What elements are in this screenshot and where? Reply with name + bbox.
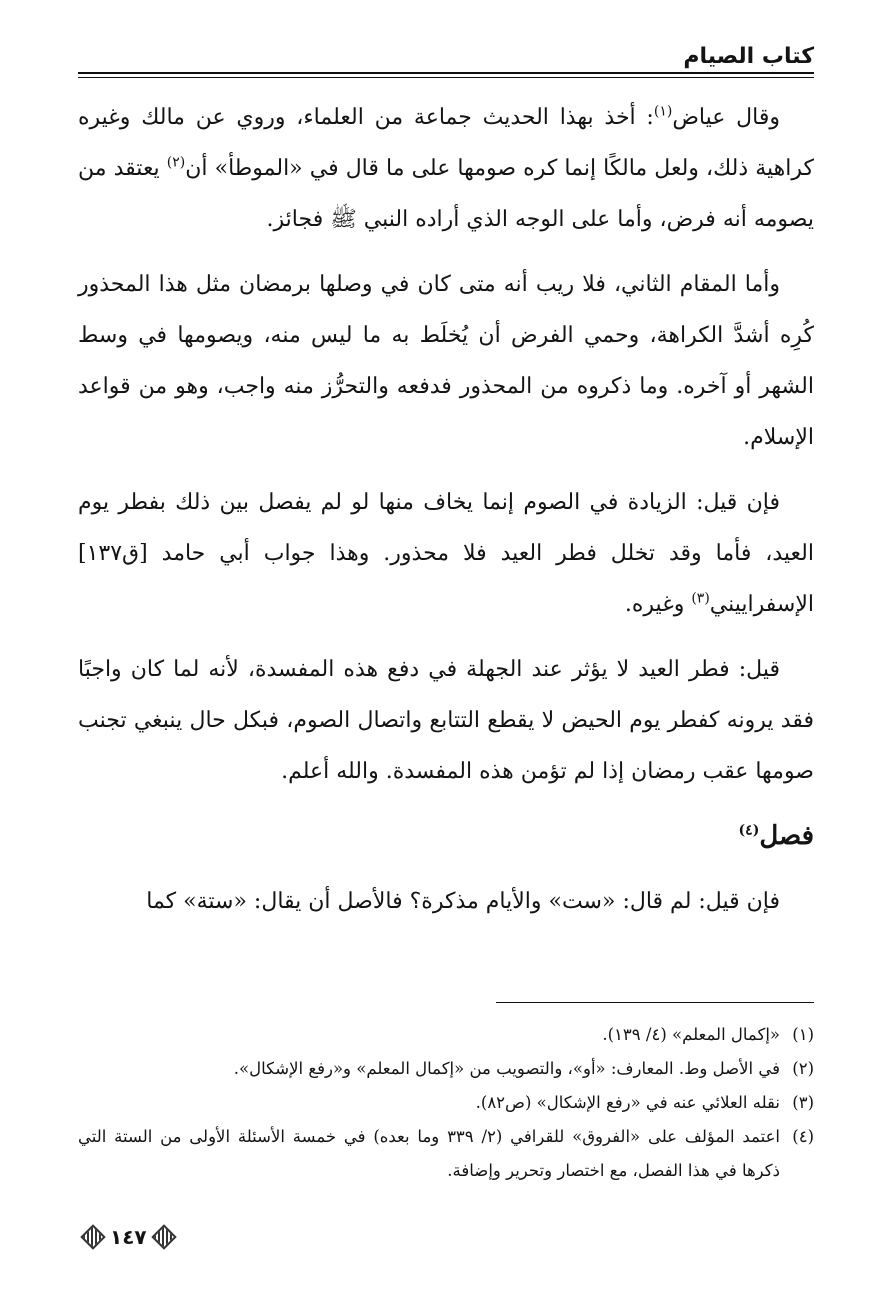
footnote-4 (78, 1120, 814, 1188)
paragraph-text: : أخذ بهذا الحديث جماعة من العلماء، وروي عن مالك وغيره كراهية ذلك، ولعل مالكًا إنما كره صومها على ما قال في «الموطأ» أن (78, 105, 814, 181)
footnote-3 (78, 1086, 814, 1120)
footnote-ref-2[interactable]: (٢) (166, 154, 186, 171)
footnote-ref-1[interactable]: (١) (653, 103, 673, 120)
footnote-text: في الأصل وط. المعارف: «أو»، والتصويب من «إكمال المعلم» و«رفع الإشكال». (233, 1059, 780, 1078)
ornament-icon (80, 1224, 105, 1249)
page-number-block (80, 1222, 177, 1252)
footnote-number: (٤) (792, 1127, 814, 1146)
section-heading-text: فصل (759, 821, 814, 851)
paragraph-2: وأما المقام الثاني، فلا ريب أنه متى كان في وصلها برمضان مثل هذا المحذور كُرِه أشدَّ الكراهة، وحمي الفرض أن يُخلَط به ما ليس منه، ويصومها في وسط الشهر أو آخره. وما ذكروه من المحذور فدفعه والتحرُّز منه واجب، وهو من قواعد الإسلام. (78, 272, 814, 450)
ornament-icon (151, 1224, 176, 1249)
footnote-text: اعتمد المؤلف على «الفروق» للقرافي (٢/ ٣٣٩ وما بعده) في خمسة الأسئلة الأولى من الستة التي ذكرها في هذا الفصل، مع اختصار وتحرير وإضافة. (78, 1127, 780, 1180)
footnote-1 (78, 1018, 814, 1052)
paragraph-text: وقال عياض (672, 105, 780, 130)
paragraph-text: فإن قيل: الزيادة في الصوم إنما يخاف منها لو لم يفصل بين ذلك بفطر يوم العيد، فأما وقد تخلل فطر العيد فلا محذور. وهذا جواب أبي حامد [ق١٣٧] الإسفراييني (78, 490, 814, 617)
footnote-number: (٢) (792, 1059, 814, 1078)
page-number: ١٤٧ (110, 1225, 147, 1249)
footnote-rule (496, 1002, 814, 1003)
paragraph-4: قيل: فطر العيد لا يؤثر عند الجهلة في دفع هذه المفسدة، لأنه لما كان واجبًا فقد يرونه كفطر يوم الحيض لا يقطع التتابع واتصال الصوم، فبكل حال ينبغي تجنب صومها عقب رمضان إذا لم تؤمن هذه المفسدة. والله أعلم. (78, 657, 814, 784)
footnote-2 (78, 1052, 814, 1086)
footnote-ref-4[interactable]: (٤) (738, 822, 760, 839)
footnote-number: (٣) (792, 1093, 814, 1112)
paragraph-text: وغيره. (624, 592, 692, 617)
section-heading (78, 811, 814, 862)
footnote-text: نقله العلائي عنه في «رفع الإشكال» (ص٨٢). (475, 1093, 780, 1112)
paragraph-text: يعتقد من يصومه أنه فرض، وأما على الوجه الذي أراده النبي ﷺ فجائز. (78, 156, 814, 232)
running-head: كتاب الصيام (683, 44, 814, 69)
header-rule (78, 72, 814, 78)
paragraph-3 (78, 477, 814, 630)
paragraph-1 (78, 92, 814, 245)
paragraph-5: فإن قيل: لم قال: «ست» والأيام مذكرة؟ فالأصل أن يقال: «ستة» كما (146, 889, 780, 914)
footnote-number: (١) (792, 1025, 814, 1044)
footnote-ref-3[interactable]: (٣) (691, 590, 710, 607)
footnotes (78, 1018, 814, 1188)
footnote-text: «إكمال المعلم» (٤/ ١٣٩). (602, 1025, 780, 1044)
main-text (78, 92, 814, 941)
